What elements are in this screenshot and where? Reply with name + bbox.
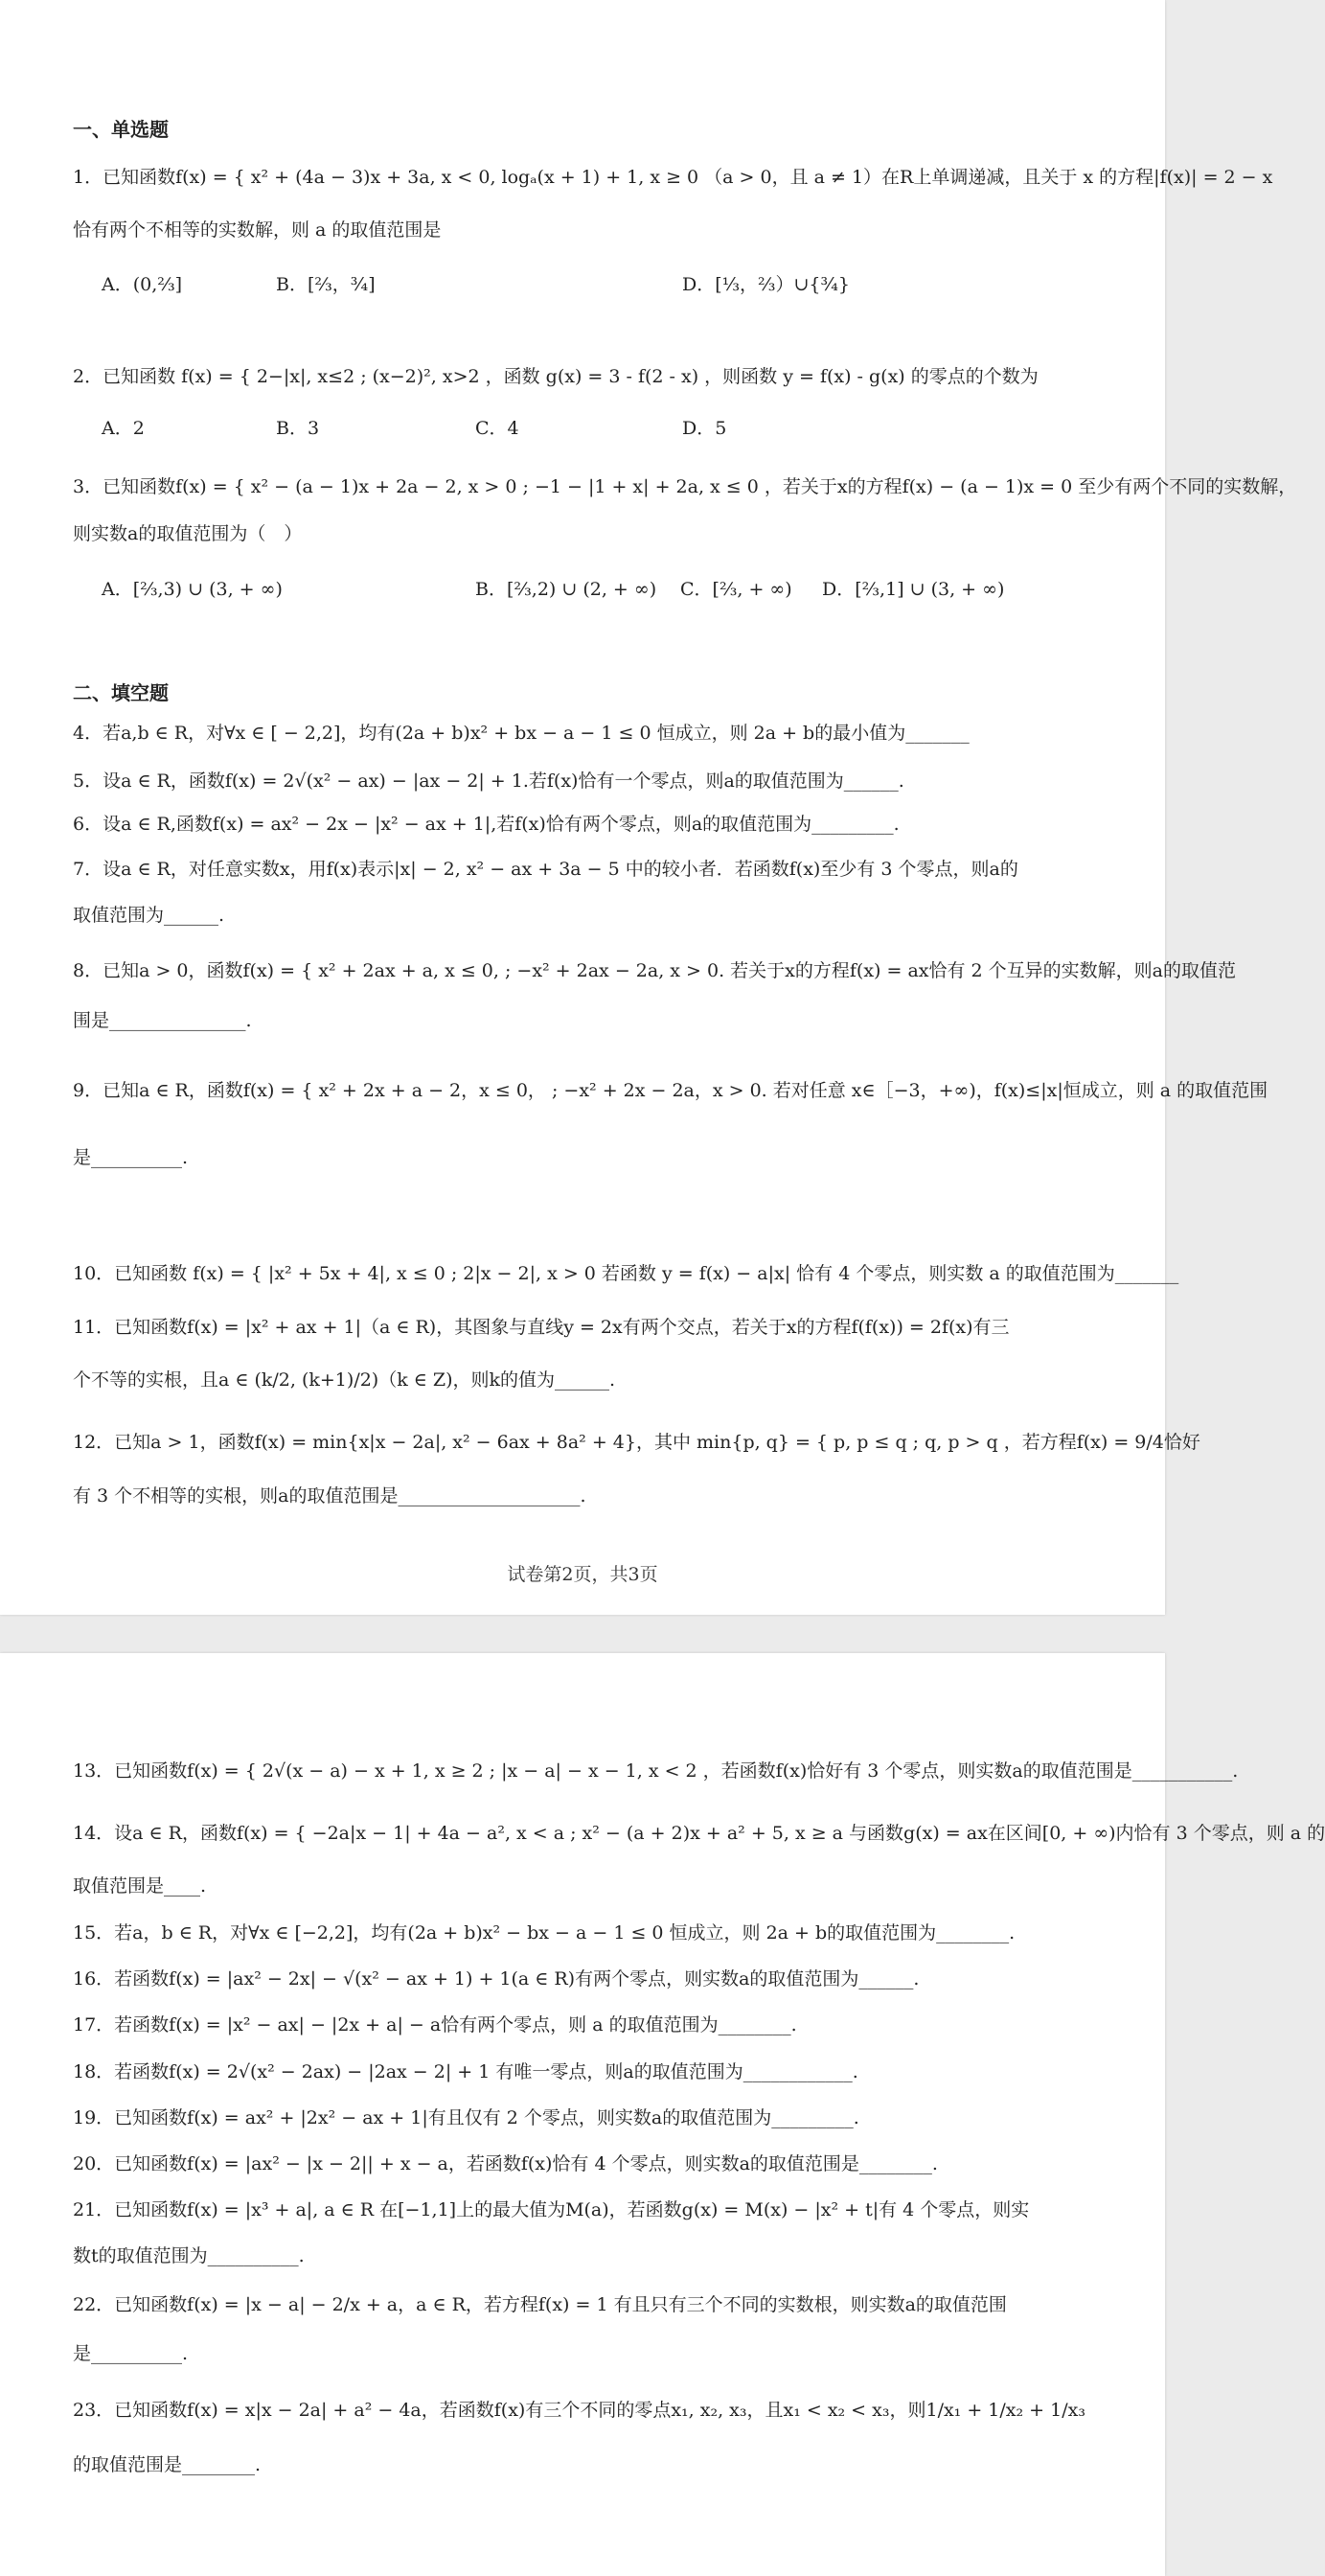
option-d: D．[⅔,1] ∪ (3, + ∞): [822, 579, 1005, 600]
question-9: 9．已知a ∈ R，函数f(x) = { x² + 2x + a − 2，x ≤ 0， ; −x² + 2x − 2a，x > 0. 若对任意 x∈［−3，+∞)，f(x)≤|x|恒成立，则 a 的取值范围: [73, 1080, 1268, 1101]
question-13: 13．已知函数f(x) = { 2√(x − a) − x + 1, x ≥ 2 ; |x − a| − x − 1, x < 2 ，若函数f(x)恰好有 3 个零点，则实数a的取值范围是___________.: [73, 1760, 1239, 1782]
question-3-stem: 3．已知函数f(x) = { x² − (a − 1)x + 2a − 2, x > 0 ; −1 − |1 + x| + 2a, x ≤ 0 ，若关于x的方程f(x) − (a − 1)x = 0 至少有两个不同的实数解，: [73, 476, 1297, 497]
question-3-stem-cont: 则实数a的取值范围为（ ）: [73, 523, 303, 544]
question-10: 10．已知函数 f(x) = { |x² + 5x + 4|, x ≤ 0 ; 2|x − 2|, x > 0 若函数 y = f(x) − a|x| 恰有 4 个零点，则实数 a 的取值范围为_______: [73, 1263, 1179, 1284]
question-6: 6．设a ∈ R,函数f(x) = ax² − 2x − |x² − ax + 1|,若f(x)恰有两个零点，则a的取值范围为_________.: [73, 814, 900, 835]
question-23-cont: 的取值范围是________.: [73, 2454, 262, 2475]
question-11: 11．已知函数f(x) = |x² + ax + 1|（a ∈ R)，其图象与直线y = 2x有两个交点，若关于x的方程f(f(x)) = 2f(x)有三: [73, 1317, 1010, 1338]
option-d: D．5: [682, 418, 727, 439]
option-d: D．[⅓，⅔）∪{¾}: [682, 274, 850, 295]
question-12-cont: 有 3 个不相等的实根，则a的取值范围是____________________.: [73, 1485, 586, 1506]
question-9-cont: 是__________.: [73, 1147, 189, 1168]
question-7-cont: 取值范围为______.: [73, 905, 225, 926]
question-1-stem-cont: 恰有两个不相等的实数解，则 a 的取值范围是: [73, 219, 442, 241]
question-20: 20．已知函数f(x) = |ax² − |x − 2|| + x − a，若函数f(x)恰有 4 个零点，则实数a的取值范围是________.: [73, 2153, 938, 2174]
section-title-fill-in: 二、填空题: [73, 681, 169, 704]
question-12: 12．已知a > 1，函数f(x) = min{x|x − 2a|, x² − 6ax + 8a² + 4}，其中 min{p, q} = { p, p ≤ q ; q, p > q ，若方程f(x) = 9/4恰好: [73, 1432, 1200, 1453]
option-b: B．[⅔，¾]: [276, 274, 376, 295]
section-title-single-choice: 一、单选题: [73, 118, 169, 141]
option-c: C．[⅔, + ∞): [680, 579, 792, 600]
question-2-stem: 2．已知函数 f(x) = { 2−|x|, x≤2 ; (x−2)², x>2 ，函数 g(x) = 3 - f(2 - x) ，则函数 y = f(x) - g(x) 的零点的个数为: [73, 366, 1039, 387]
question-5: 5．设a ∈ R，函数f(x) = 2√(x² − ax) − |ax − 2| + 1.若f(x)恰有一个零点，则a的取值范围为______.: [73, 770, 904, 792]
question-21: 21．已知函数f(x) = |x³ + a|, a ∈ R 在[−1,1]上的最大值为M(a)，若函数g(x) = M(x) − |x² + t|有 4 个零点，则实: [73, 2199, 1030, 2220]
exam-page-3: [0, 1653, 1325, 2576]
option-a: A．(0,⅔]: [102, 274, 183, 295]
option-a: A．[⅔,3) ∪ (3, + ∞): [102, 579, 283, 600]
question-8-cont: 围是_______________.: [73, 1010, 252, 1031]
option-a: A．2: [102, 418, 145, 439]
question-21-cont: 数t的取值范围为__________.: [73, 2245, 305, 2266]
question-19: 19．已知函数f(x) = ax² + |2x² − ax + 1|有且仅有 2 个零点，则实数a的取值范围为_________.: [73, 2107, 859, 2128]
option-c: C．4: [475, 418, 519, 439]
question-18: 18．若函数f(x) = 2√(x² − 2ax) − |2ax − 2| + 1 有唯一零点，则a的取值范围为____________.: [73, 2061, 858, 2082]
question-7: 7．设a ∈ R，对任意实数x，用f(x)表示|x| − 2, x² − ax + 3a − 5 中的较小者．若函数f(x)至少有 3 个零点，则a的: [73, 859, 1018, 880]
question-14: 14．设a ∈ R，函数f(x) = { −2a|x − 1| + 4a − a², x < a ; x² − (a + 2)x + a² + 5, x ≥ a 与函数g(x) = ax在区间[0, + ∞)内恰有 3 个零点，则 a 的: [73, 1823, 1325, 1844]
option-b: B．3: [276, 418, 320, 439]
question-23: 23．已知函数f(x) = x|x − 2a| + a² − 4a，若函数f(x)有三个不同的零点x₁, x₂, x₃，且x₁ < x₂ < x₃，则1/x₁ + 1/x₂ + 1/x₃: [73, 2400, 1085, 2421]
question-16: 16．若函数f(x) = |ax² − 2x| − √(x² − ax + 1) + 1(a ∈ R)有两个零点，则实数a的取值范围为______.: [73, 1968, 920, 1990]
question-17: 17．若函数f(x) = |x² − ax| − |2x + a| − a恰有两个零点，则 a 的取值范围为________.: [73, 2014, 797, 2036]
question-4: 4．若a,b ∈ R，对∀x ∈ [ − 2,2]，均有(2a + b)x² + bx − a − 1 ≤ 0 恒成立，则 2a + b的最小值为_______: [73, 723, 970, 744]
question-22: 22．已知函数f(x) = |x − a| − 2/x + a，a ∈ R，若方程f(x) = 1 有且只有三个不同的实数根，则实数a的取值范围: [73, 2294, 1007, 2315]
question-8: 8．已知a > 0，函数f(x) = { x² + 2ax + a, x ≤ 0, ; −x² + 2ax − 2a, x > 0. 若关于x的方程f(x) = ax恰有 2 个互异的实数解，则a的取值范: [73, 960, 1236, 981]
question-14-cont: 取值范围是____.: [73, 1875, 207, 1897]
question-1-stem: 1．已知函数f(x) = { x² + (4a − 3)x + 3a, x < 0, logₐ(x + 1) + 1, x ≥ 0 （a > 0，且 a ≠ 1）在R上单调递减，且关于 x 的方程|f(x)| = 2 − x: [73, 167, 1273, 188]
option-b: B．[⅔,2) ∪ (2, + ∞): [475, 579, 657, 600]
question-22-cont: 是__________.: [73, 2343, 189, 2364]
question-15: 15．若a，b ∈ R，对∀x ∈ [−2,2]，均有(2a + b)x² − bx − a − 1 ≤ 0 恒成立，则 2a + b的取值范围为________.: [73, 1922, 1016, 1944]
page-footer: 试卷第2页，共3页: [507, 1564, 658, 1585]
question-11-cont: 个不等的实根，且a ∈ (k/2, (k+1)/2)（k ∈ Z)，则k的值为______.: [73, 1369, 616, 1391]
